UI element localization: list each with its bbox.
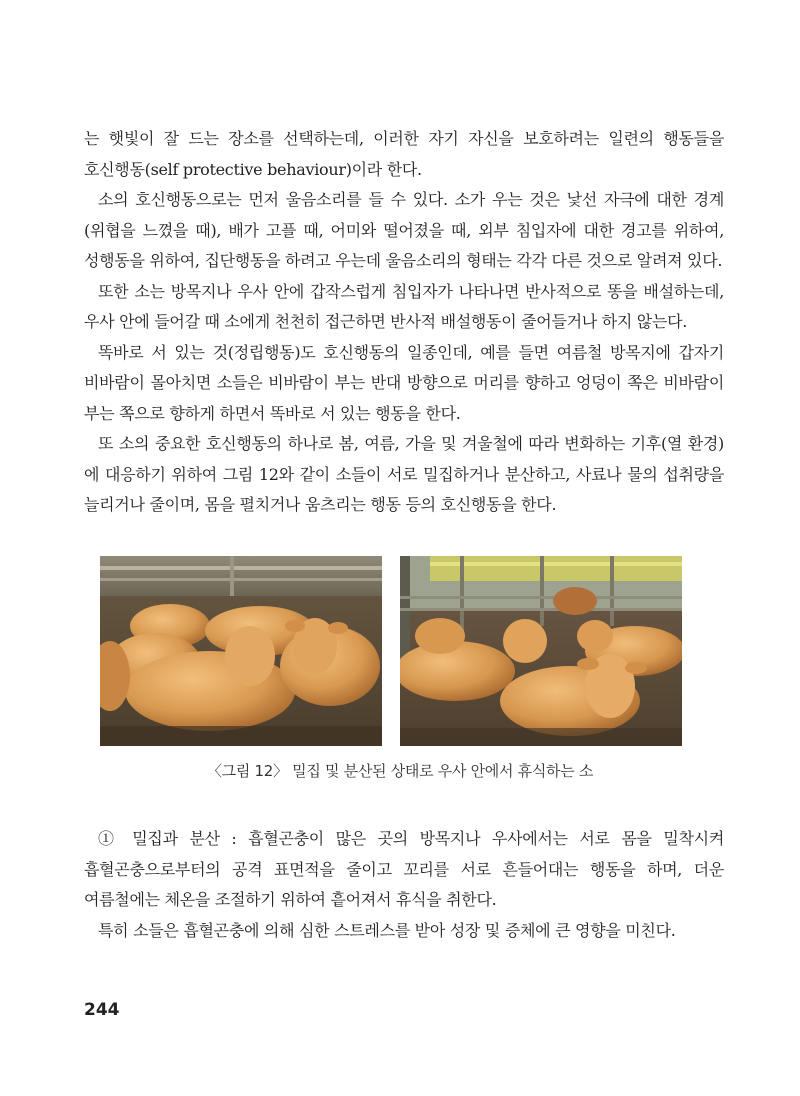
paragraph-6: ① 밀집과 분산 : 흡혈곤충이 많은 곳의 방목지나 우사에서는 서로 몸을 밀착시켜 흡혈곤충으로부터의 공격 표면적을 줄이고 꼬리를 서로 흔들어대는 행동을 하며, 더운 여름철에는 체온을 조절하기 위하여 흩어져서 휴식을 취한다. — [84, 829, 724, 909]
paragraph-1: 는 햇빛이 잘 드는 장소를 선택하는데, 이러한 자기 자신을 보호하려는 일련의 행동들을 호신행동(self protective behaviour)이라 한다. — [84, 129, 724, 179]
figure-caption: 〈그림 12〉 밀집 및 분산된 상태로 우사 안에서 휴식하는 소 — [206, 762, 594, 780]
paragraph-2: 소의 호신행동으로는 먼저 울음소리를 들 수 있다. 소가 우는 것은 낯선 자극에 대한 경계(위협을 느꼈을 때), 배가 고플 때, 어미와 떨어졌을 때, 외부 침입자에 대한 경고를 위하여, 성행동을 위하여, 집단행동을 하려고 우는데 울음소리의 형태는 각각 다른 것으로 알려져 있다. — [84, 190, 724, 270]
paragraph-4: 똑바로 서 있는 것(정립행동)도 호신행동의 일종인데, 예를 들면 여름철 방목지에 갑자기 비바람이 몰아치면 소들은 비바람이 부는 반대 방향으로 머리를 향하고 엉덩이 쪽은 비바람이 부는 쪽으로 향하게 하면서 똑바로 서 있는 행동을 한다. — [84, 342, 724, 423]
body-text-top — [84, 124, 724, 521]
paragraph-3: 또한 소는 방목지나 우사 안에 갑작스럽게 침입자가 나타나면 반사적으로 똥을 배설하는데, 우사 안에 들어갈 때 소에게 천천히 접근하면 반사적 배설행동이 줄어들거나 하지 않는다. — [84, 281, 724, 331]
figure-photos — [100, 556, 684, 746]
photo-cattle-dispersed — [400, 556, 682, 746]
body-text-bottom — [84, 824, 724, 946]
paragraph-5: 또 소의 중요한 호신행동의 하나로 봄, 여름, 가을 및 겨울철에 따라 변화하는 기후(열 환경)에 대응하기 위하여 그림 12와 같이 소들이 서로 밀집하거나 분산하고, 사료나 물의 섭취량을 늘리거나 줄이며, 몸을 펼치거나 움츠리는 행동 등의 호신행동을 한다. — [84, 434, 724, 514]
paragraph-7: 특히 소들은 흡혈곤충에 의해 심한 스트레스를 받아 성장 및 증체에 큰 영향을 미친다. — [98, 920, 676, 940]
page-number: 244 — [84, 1000, 120, 1020]
photo-cattle-clustered — [100, 556, 382, 746]
